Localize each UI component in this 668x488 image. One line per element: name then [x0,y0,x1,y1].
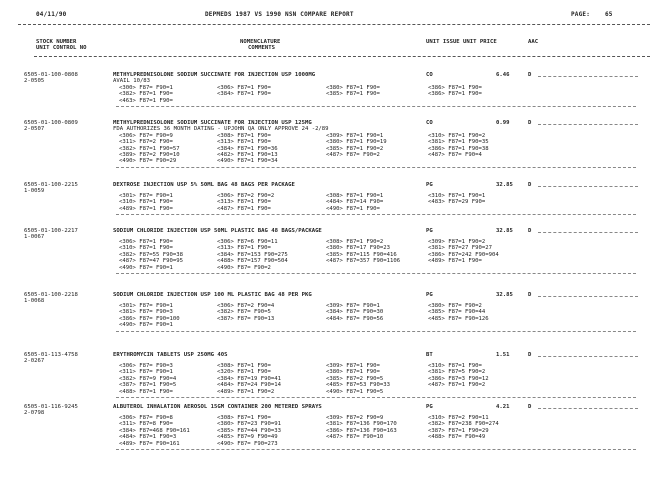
code-row [119,441,639,447]
column-stock-number: STOCK NUMBER [36,39,77,45]
nomenclature: METHYLPREDNISOLONE SODIUM SUCCINATE FOR INJECTION USP 125MG [113,120,312,126]
site-code: <310> F87=2 F90=11 [428,415,489,421]
leader-line [538,356,638,357]
unit-of-issue: PG [426,404,433,410]
site-code: <308> F87=1 F90= [217,132,271,139]
site-code: <306> F87=2 F90=4 [217,303,275,309]
column-comments: COMMENTS [248,45,275,51]
site-code: <313> F87=1 F90= [217,139,271,146]
unit-price: 6.46 [496,72,510,78]
site-code: <308> F87=1 F90=1 [326,193,384,199]
unit-price: 4.21 [496,404,510,410]
aac-code: D [528,120,532,126]
site-code: <386> F87=1 F90=38 [428,145,489,152]
site-code-grid [119,133,639,165]
code-row [119,158,639,164]
site-code: <310> F87=1 F90= [119,199,173,206]
site-code: <487> F87=1 F90= [217,205,271,212]
site-code: <311> F87=2 F90= [119,139,173,146]
site-code: <463> F87=1 F90= [119,97,173,104]
site-code: <382> F87=55 F90=38 [119,251,183,258]
stock-cell [24,292,124,305]
site-code: <381> F87=136 F90=170 [326,421,397,428]
aac-code: D [528,228,532,234]
site-code: <306> F87= F90=8 [119,415,173,421]
site-code: <309> F87=1 F90= [326,363,380,369]
leader-line [538,232,638,233]
site-code: <382> F87=1 F90=57 [119,145,180,152]
site-code: <386> F87=242 F90=904 [428,251,499,258]
site-code: <386> F87=1 F90= [428,84,482,91]
unit-of-issue: PG [426,292,433,298]
site-code: <311> F87= F90=1 [119,369,173,376]
site-code: <306> F87= F90=3 [119,363,173,369]
site-code: <381> F87=1 F90=35 [428,139,489,146]
header-rule-top [18,24,650,25]
site-code: <490> F87= F90=273 [217,440,278,447]
site-code: <483> F87=29 F90= [428,199,486,206]
stock-number: 6505-01-100-2217 [24,228,78,234]
site-code: <384> F87=1 F90=36 [217,145,278,152]
site-code: <381> F87=27 F90=27 [428,245,492,252]
site-code-grid [119,415,639,447]
site-code: <306> F87=6 F90=11 [217,239,278,245]
site-code: <488> F87=157 F90=504 [217,258,288,265]
unit-control-number: 2-0798 [24,410,45,417]
site-code: <380> F87=17 F90=23 [326,245,390,252]
leader-line [538,296,638,297]
site-code: <484> F87=14 F90= [326,199,384,206]
site-code: <484> F87=1 F90=3 [119,434,177,441]
unit-control-number: 1-0067 [24,234,45,241]
site-code: <308> F87=1 F90= [217,415,271,421]
site-code: <306> F87=2 F90=2 [217,193,275,199]
site-code-grid [119,303,639,329]
nomenclature: ALBUTEROL INHALATION AEROSOL 15GM CONTAINER 200 METERED SPRAYS [113,404,322,410]
site-code: <485> F87= F90=126 [428,315,489,322]
comment-line: AVAIL 10/83 [113,78,151,85]
site-code: <380> F87= F90=2 [428,303,482,309]
column-nomenclature: NOMENCLATURE [240,39,281,45]
entry-rule [116,106,636,107]
site-code: <380> F87=1 F90= [326,84,380,91]
site-code: <489> F87=1 F90= [428,258,482,265]
unit-price: 1.51 [496,352,510,358]
site-code: <387> F87= F90=13 [217,315,275,322]
site-code: <487> F87= F90=2 [326,151,380,158]
stock-number: 6505-01-100-0809 [24,120,78,126]
unit-of-issue: CO [426,120,433,126]
site-code-grid [119,85,639,104]
site-code: <320> F87=1 F90= [217,369,271,376]
site-code: <386> F87= F90=100 [119,315,180,322]
entry-rule [116,449,636,450]
site-code: <490> F87=1 F90=5 [326,388,384,395]
unit-control-number: 1-0068 [24,298,45,305]
site-code: <387> F87=1 F90=29 [428,427,489,434]
site-code: <387> F87=1 F90=5 [119,382,177,389]
site-code: <385> F87=44 F90=33 [217,427,281,434]
site-code: <309> F87= F90=1 [326,303,380,309]
site-code: <386> F87=136 F90=163 [326,427,397,434]
site-code: <381> F87=5 F90=2 [428,369,486,376]
entry-rule [116,167,636,168]
site-code: <484> F87=24 F90=14 [217,382,281,389]
site-code: <301> F87= F90=1 [119,193,173,199]
site-code: <385> F87=2 F90=5 [326,375,384,382]
site-code: <310> F87=1 F90=2 [428,132,486,139]
site-code: <385> F87=115 F90=416 [326,251,397,258]
site-code: <487> F87=1 F90=2 [428,382,486,389]
aac-code: D [528,182,532,188]
site-code: <484> F87= F90=56 [326,315,384,322]
site-code: <382> F87=9 F90=4 [119,375,177,382]
leader-line [538,76,638,77]
site-code: <300> F87= F90=1 [119,84,173,91]
unit-price: 32.85 [496,228,513,234]
unit-of-issue: PG [426,228,433,234]
leader-line [538,186,638,187]
stock-cell [24,72,124,85]
site-code: <309> F87=1 F90=1 [326,132,384,139]
stock-number: 6505-01-100-2215 [24,182,78,188]
nomenclature: SODIUM CHLORIDE INJECTION USP 100 ML PLASTIC BAG 48 PER PKG [113,292,312,298]
unit-of-issue: PG [426,182,433,188]
aac-code: D [528,404,532,410]
site-code: <489> F87=1 F90=2 [217,388,275,395]
site-code: <382> F87= F90=5 [217,309,271,316]
leader-line [538,124,638,125]
stock-number: 6505-01-113-4758 [24,352,78,358]
column-unit-control: UNIT CONTROL NO [36,45,87,51]
site-code: <389> F87=2 F90=10 [119,151,180,158]
site-code: <386> F87=1 F90= [428,91,482,98]
site-code: <380> F87=1 F90=19 [326,139,387,146]
site-code: <485> F87=53 F90=33 [326,382,390,389]
stock-cell [24,120,124,133]
site-code: <487> F87=47 F90=95 [119,258,183,265]
site-code: <489> F87= F90=161 [119,440,180,447]
site-code-grid [119,363,639,395]
site-code: <487> F87= F90=4 [428,151,482,158]
nomenclature: SODIUM CHLORIDE INJECTION USP 50ML PLASTIC BAG 48 BAGS/PACKAGE [113,228,322,234]
site-code: <384> F87=1 F90= [217,91,271,98]
stock-number: 6505-01-116-9245 [24,404,78,410]
unit-price: 0.99 [496,120,510,126]
site-code: <308> F87=1 F90=2 [326,239,384,245]
nomenclature: DEXTROSE INJECTION USP 5% 50ML BAG 48 BAGS PER PACKAGE [113,182,295,188]
unit-control-number: 2-0505 [24,78,45,85]
stock-cell [24,404,124,417]
stock-cell [24,228,124,241]
entry-rule [116,331,636,332]
column-unit-issue-price: UNIT ISSUE UNIT PRICE [426,39,497,45]
header-rule-bottom [34,56,650,57]
unit-of-issue: CO [426,72,433,78]
unit-of-issue: BT [426,352,433,358]
site-code: <306> F87= F90=9 [119,132,173,139]
entry-rule [116,397,636,398]
nomenclature: METHYLPREDNISOLONE SODIUM SUCCINATE FOR INJECTION USP 1000MG [113,72,316,78]
page-number: 65 [605,11,613,18]
leader-line [538,408,638,409]
code-row [119,322,639,328]
site-code: <301> F87= F90=1 [119,303,173,309]
site-code: <306> F87=1 F90= [119,239,173,245]
unit-control-number: 2-0507 [24,126,45,133]
site-code: <310> F87=1 F90= [428,363,482,369]
site-code: <385> F87=1 F90= [326,91,380,98]
unit-control-number: 2-0267 [24,358,45,365]
stock-number: 6505-01-100-2218 [24,292,78,298]
site-code: <490> F87= F90=1 [119,322,173,329]
site-code: <310> F87=1 F90=1 [428,193,486,199]
site-code: <384> F87= F90=30 [326,309,384,316]
site-code: <310> F87=1 F90= [119,245,173,252]
site-code: <384> F87=468 F90=161 [119,427,190,434]
site-code: <490> F87= F90=29 [119,158,177,165]
site-code: <488> F87= F90=49 [428,434,486,441]
comment-line: FDA AUTHORIZES 36 MONTH DATING - UPJOHN QA ONLY APPROVE 24 -2/89 [113,126,329,133]
code-row [119,389,639,395]
site-code: <386> F87=3 F90=12 [428,375,489,382]
code-row [119,265,639,271]
site-code: <308> F87=1 F90= [217,363,271,369]
site-code: <489> F87=1 F90= [119,205,173,212]
site-code: <309> F87=2 F90=9 [326,415,384,421]
site-code: <384> F87=153 F90=275 [217,251,288,258]
nomenclature: ERYTHROMYCIN TABLETS USP 250MG 40S [113,352,228,358]
site-code: <311> F87=8 F90= [119,421,173,428]
site-code: <380> F87=23 F90=91 [217,421,281,428]
stock-number: 6505-01-100-0808 [24,72,78,78]
stock-cell [24,182,124,195]
column-aac: AAC [528,39,539,45]
unit-price: 32.85 [496,292,513,298]
site-code: <382> F87=1 F90= [119,91,173,98]
code-row [119,206,639,212]
site-code: <384> F87=19 F90=41 [217,375,281,382]
site-code: <485> F87=9 F90=49 [217,434,278,441]
site-code: <487> F87=357 F90=1106 [326,258,401,265]
page-label: PAGE: [571,11,591,18]
site-code: <490> F87=1 F90=34 [217,158,278,165]
site-code: <490> F87= F90=2 [217,264,271,271]
site-code: <482> F87=1 F90=13 [217,151,278,158]
site-code: <488> F87=1 F90= [119,388,173,395]
site-code: <382> F87=238 F90=274 [428,421,499,428]
site-code: <381> F87= F90=3 [119,309,173,316]
aac-code: D [528,292,532,298]
site-code: <309> F87=1 F90=2 [428,239,486,245]
report-title: DEPMEDS 1987 VS 1990 NSN COMPARE REPORT [205,11,354,18]
aac-code: D [528,352,532,358]
site-code: <385> F87=1 F90=2 [326,145,384,152]
code-row [119,98,639,104]
site-code: <313> F87=1 F90= [217,245,271,252]
site-code-grid [119,193,639,212]
unit-price: 32.85 [496,182,513,188]
site-code: <306> F87=1 F90= [217,84,271,91]
stock-cell [24,352,124,365]
site-code: <380> F87=1 F90= [326,369,380,376]
aac-code: D [528,72,532,78]
entry-rule [116,273,636,274]
site-code: <490> F87= F90=1 [119,264,173,271]
site-code: <313> F87=1 F90= [217,199,271,206]
site-code: <490> F87=1 F90= [326,205,380,212]
unit-control-number: 1-0059 [24,188,45,195]
report-date: 04/11/90 [36,11,67,18]
entry-rule [116,214,636,215]
site-code-grid [119,239,639,271]
site-code: <385> F87= F90=44 [428,309,486,316]
site-code: <487> F87= F90=10 [326,434,384,441]
